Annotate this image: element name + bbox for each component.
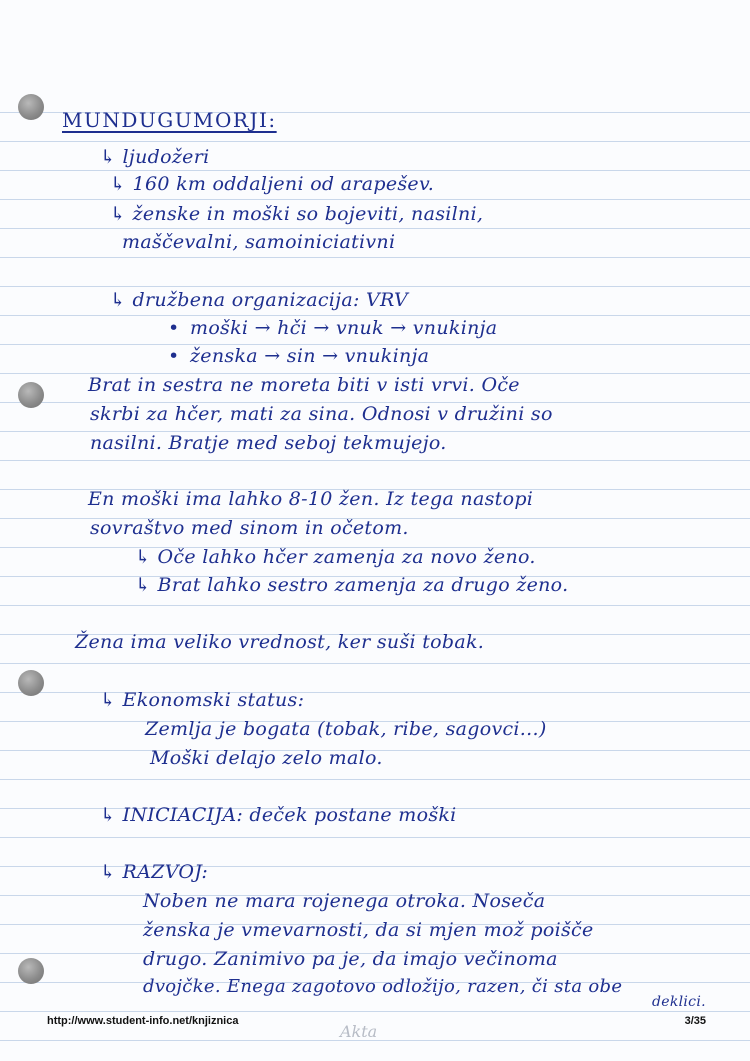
- punch-hole: [18, 670, 44, 696]
- note-line: Noben ne mara rojenega otroka. Noseča: [143, 890, 546, 912]
- punch-hole: [18, 958, 44, 984]
- note-line: ↳ ženske in moški so bojeviti, nasilni,: [110, 203, 484, 225]
- note-line: ↳ Oče lahko hčer zamenja za novo ženo.: [135, 546, 536, 568]
- page-number: 3/35: [684, 1015, 706, 1027]
- note-line: ↳ družbena organizacija: VRV: [110, 289, 408, 311]
- bullet-dot: •: [168, 345, 180, 367]
- note-line: deklici.: [652, 994, 706, 1010]
- bullet-dot: •: [168, 317, 180, 339]
- bullet-line: • ženska → sin → vnukinja: [168, 345, 430, 367]
- note-line: sovraštvo med sinom in očetom.: [90, 517, 409, 539]
- note-line: dvojčke. Enega zagotovo odložijo, razen, či sta obe: [143, 976, 623, 997]
- heading: MUNDUGUMORJI:: [62, 108, 277, 132]
- note-line: Žena ima veliko vrednost, ker suši tobak.: [75, 631, 485, 653]
- punch-hole: [18, 94, 44, 120]
- note-line: ↳ RAZVOJ:: [100, 861, 209, 883]
- note-line: skrbi za hčer, mati za sina. Odnosi v družini so: [90, 403, 553, 425]
- note-line: Moški delajo zelo malo.: [150, 747, 383, 769]
- note-line: Zemlja je bogata (tobak, ribe, sagovci...): [145, 718, 547, 740]
- note-line: En moški ima lahko 8-10 žen. Iz tega nastopi: [88, 488, 534, 510]
- note-line: ↳ 160 km oddaljeni od arapešev.: [110, 173, 435, 195]
- note-line: ↳ INICIACIJA: deček postane moški: [100, 804, 457, 826]
- note-line: ženska je vmevarnosti, da si mjen mož poišče: [143, 919, 594, 941]
- footer-url: http://www.student-info.net/knjiznica: [47, 1015, 239, 1027]
- note-line: ↳ ljudožeri: [100, 146, 210, 168]
- note-line: ↳ Ekonomski status:: [100, 689, 305, 711]
- note-line: maščevalni, samoiniciativni: [122, 231, 396, 253]
- note-line: drugo. Zanimivo pa je, da imajo večinoma: [143, 948, 558, 970]
- bullet-line: • moški → hči → vnuk → vnukinja: [168, 317, 498, 339]
- brand-logo: Akta: [340, 1022, 378, 1041]
- note-line: Brat in sestra ne moreta biti v isti vrvi. Oče: [88, 374, 520, 396]
- note-line: nasilni. Bratje med seboj tekmujejo.: [90, 432, 447, 454]
- punch-hole: [18, 382, 44, 408]
- note-line: ↳ Brat lahko sestro zamenja za drugo ženo.: [135, 574, 569, 596]
